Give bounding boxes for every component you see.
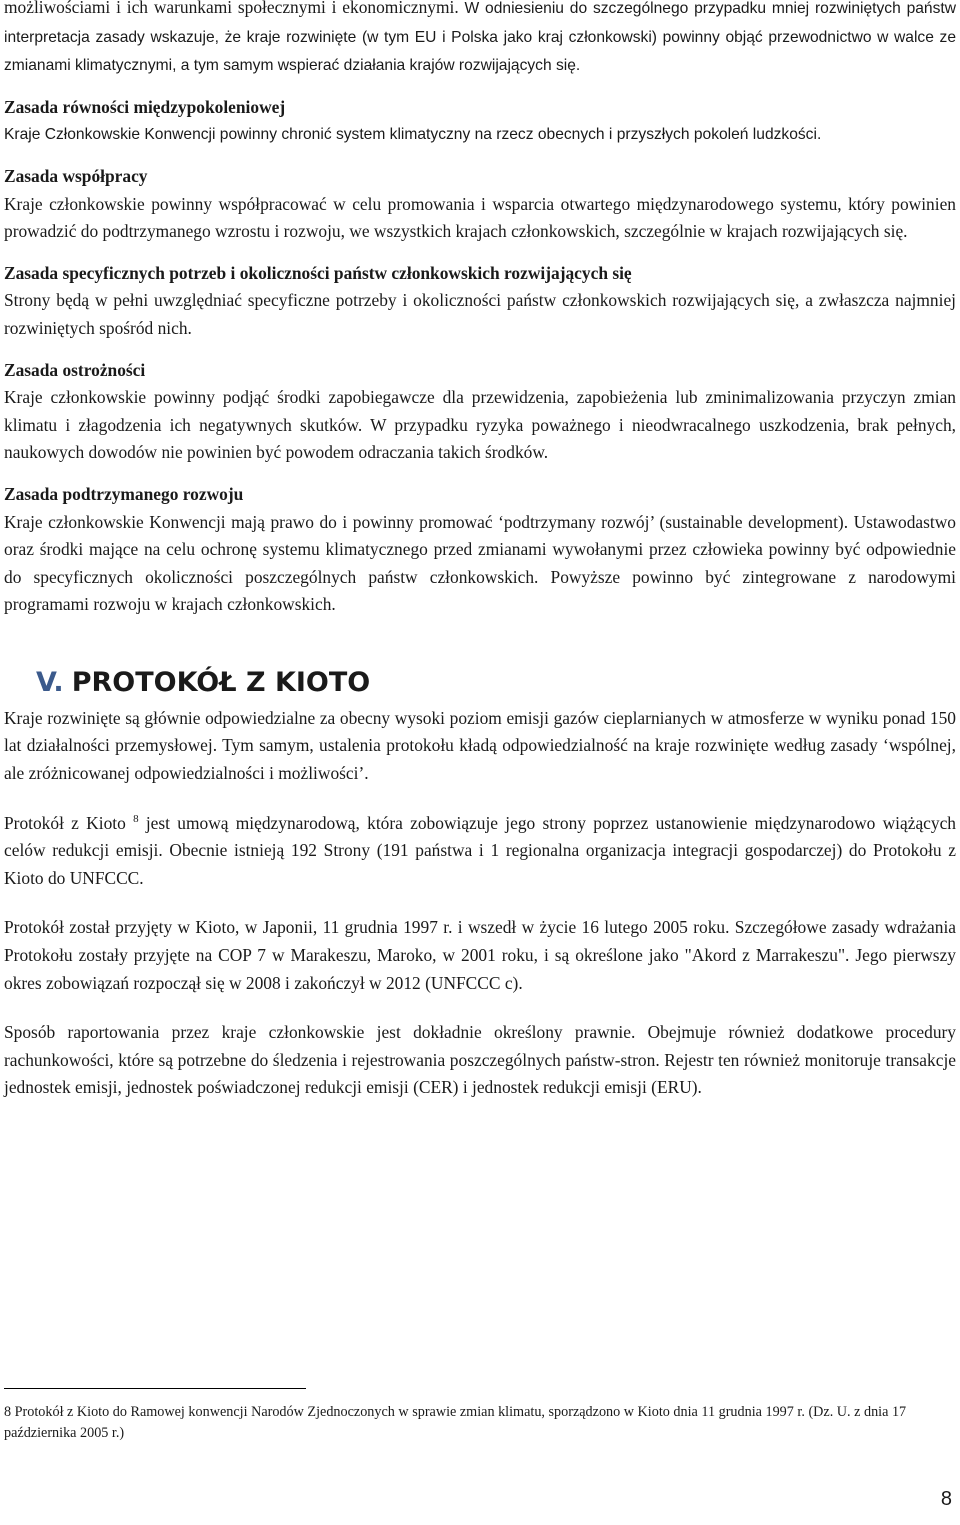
principle-body: Kraje członkowskie Konwencji mają prawo do i powinny promować ‘podtrzymany rozwój’ (sustainable development). Ustawodastwo oraz środki mające na celu ochronę systemu klimatycznego przed zmianami wywołanymi przez człowieka powinny być odpowiednie do specyficznych okoliczności poszczególnych państw członkowskich. Powyższe powinno być zintegrowane z narodowymi programami rozwoju w krajach członkowskich. <box>4 511 956 615</box>
intro-paragraph <box>4 0 956 80</box>
page-number: 8 <box>940 1488 952 1510</box>
principle-body: Kraje Członkowskie Konwencji powinny chronić system klimatyczny na rzecz obecnych i przyszłych pokoleń ludzkości. <box>4 126 822 144</box>
footnote: 8 Protokół z Kioto do Ramowej konwencji Narodów Zjednoczonych w sprawie zmian klimatu, sporządzono w Kioto dnia 11 grudnia 1997 r. (Dz. U. z dnia 17 października 2005 r.) <box>4 1404 907 1441</box>
principle-body: Kraje członkowskie powinny podjąć środki zapobiegawcze dla przewidzenia, zapobieżenia lub zminimalizowania przyczyn zmian klimatu i złagodzenia ich negatywnych skutków. W przypadku ryzyka poważnego i nieodwracalnego uszkodzenia, brak pełnych, naukowych dowodów nie powinien być powodem odraczania takich środków. <box>4 387 956 463</box>
principle-body: Kraje członkowskie powinny współpracować w celu promowania i wsparcia otwartego międzynarodowego systemu, który powinien prowadzić do podtrzymanego wzrostu i rozwoju, we wszystkich krajach członkowskich, szczególnie w krajach rozwijających się. <box>4 193 956 242</box>
footnote-separator <box>4 1388 306 1389</box>
principle-heading: Zasada specyficznych potrzeb i okoliczności państw członkowskich rozwijających się <box>4 262 632 283</box>
paragraph-protocol-definition <box>4 810 956 893</box>
principle-heading: Zasada podtrzymanego rozwoju <box>4 483 244 504</box>
document-page <box>4 0 956 1102</box>
principle-equity <box>4 94 956 149</box>
paragraph-reporting: Sposób raportowania przez kraje członkowskie jest dokładnie określony prawnie. Obejmuje również dodatkowe procedury rachunkowości, które są potrzebne do śledzenia i rejestrowania poszczególnych państw-stron. Rejestr ten również monitoruje transakcje jednostek emisji, jednostek poświadczonej redukcji emisji (CER) i jednostek redukcji emisji (ERU). <box>4 1022 956 1098</box>
principle-sustainable-development <box>4 481 956 619</box>
paragraph-text: jest umową międzynarodową, która zobowiązuje jego strony poprzez ustanowienie międzynarodowo wiążących celów redukcji emisji. Obecnie istnieją 192 Strony (191 państwa i 1 regionalna organizacja integracji gospodarczej) do Protokołu z Kioto do UNFCCC. <box>4 812 956 888</box>
principle-precaution <box>4 357 956 467</box>
section-title: PROTOKÓŁ Z KIOTO <box>71 666 371 698</box>
intro-sans-text: W odniesieniu do szczególnego przypadku mniej rozwiniętych państw interpretacja zasady wskazuje, że kraje rozwinięte (w tym EU i Polska jako kraj członkowski) powinny objąć przewodnictwo w walce ze zmianami klimatycznymi, a tym samym wspierać działania krajów rozwijających się. <box>4 0 956 75</box>
paragraph-responsibility: Kraje rozwinięte są głównie odpowiedzialne za obecny wysoki poziom emisji gazów cieplarnianych w atmosferze w wyniku ponad 150 lat działalności przemysłowej. Tym samym, ustalenia protokołu kładą odpowiedzialność na kraje rozwinięte według zasady ‘wspólnej, ale zróżnicowanej odpowiedzialności i możliwości’. <box>4 707 956 784</box>
principle-cooperation <box>4 163 956 246</box>
section-heading <box>36 661 956 705</box>
paragraph-adoption: Protokół został przyjęty w Kioto, w Japonii, 11 grudnia 1997 r. i wszedł w życie 16 lutego 2005 roku. Szczegółowe zasady wdrażania Protokołu zostały przyjęte na COP 7 w Marakeszu, Maroko, w 2001 roku, i są określone jako "Akord z Marrakeszu". Jego pierwszy okres zobowiązań rozpoczął się w 2008 i zakończył w 2012 (UNFCCC c). <box>4 917 956 993</box>
principle-heading: Zasada równości międzypokoleniowej <box>4 96 286 117</box>
principle-body: Strony będą w pełni uwzględniać specyficzne potrzeby i okoliczności państw członkowskich rozwijających się, a zwłaszcza najmniej rozwiniętych spośród nich. <box>4 290 956 338</box>
principle-heading: Zasada współpracy <box>4 165 148 186</box>
section-number: V. <box>36 666 64 698</box>
principle-heading: Zasada ostrożności <box>4 359 146 380</box>
principle-specific-needs <box>4 260 956 343</box>
intro-serif-text: możliwościami i ich warunkami społecznymi i ekonomicznymi. <box>4 0 459 17</box>
footnote-reference[interactable]: 8 <box>133 812 139 825</box>
paragraph-text: Protokół z Kioto <box>4 812 126 833</box>
